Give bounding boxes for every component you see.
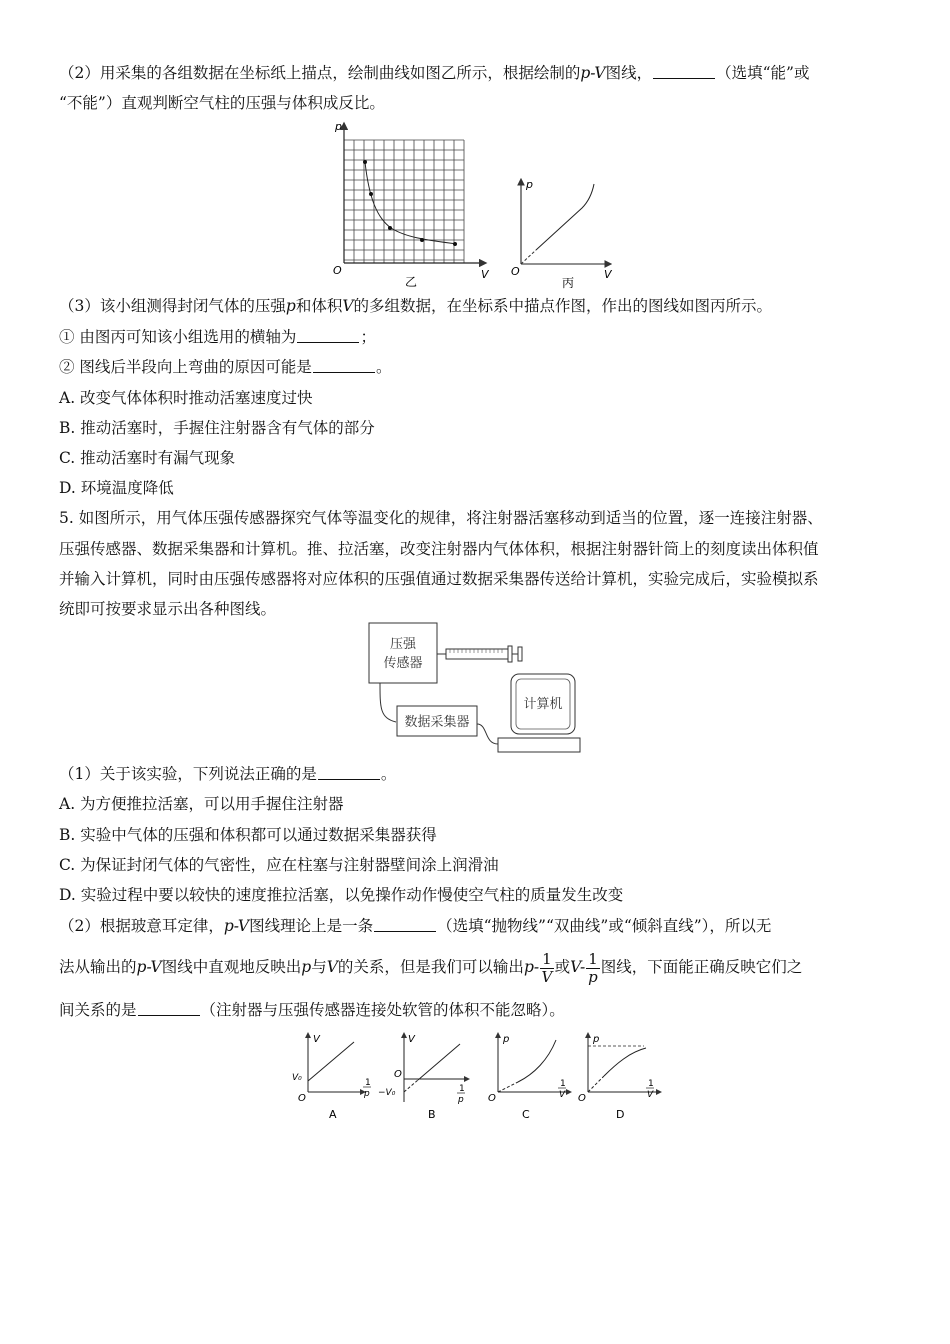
q5-part2-line3: 间关系的是 （注射器与压强传感器连接处软管的体积不能忽略）。 [59, 1001, 565, 1019]
svg-text:O: O [298, 1093, 306, 1104]
svg-text:p: p [503, 1034, 510, 1045]
svg-text:p: p [593, 1034, 600, 1045]
fraction-1-over-v: $\frac{1}{V}$ [541, 949, 553, 986]
svg-text:p: p [364, 1089, 370, 1099]
data-points [363, 160, 457, 246]
axis-v-label: V [604, 268, 612, 281]
q5-part2-line2: 法从输出的p-V图线中直观地反映出p与V的关系，但是我们可以输出p- $\frac{1}{V}$ 或V- $\frac{1}{p}$ 图线，下面能正确反映它们之 [59, 949, 803, 986]
answer-blank[interactable] [297, 328, 359, 343]
q4-sub2: ② 图线后半段向上弯曲的原因可能是 。 [59, 358, 392, 376]
sensor-label-1: 压强 [389, 637, 417, 652]
syringe [437, 646, 522, 662]
svg-text:1: 1 [459, 1084, 465, 1094]
q5-option-a: A. 为方便推拉活塞，可以用手握住注射器 [59, 795, 344, 813]
q5-intro-line4: 统即可按要求显示出各种图线。 [59, 600, 277, 618]
q5-option-c: C. 为保证封闭气体的气密性，应在柱塞与注射器壁间涂上润滑油 [59, 856, 499, 874]
svg-text:V: V [559, 1090, 566, 1100]
answer-blank[interactable] [374, 917, 436, 932]
answer-blank[interactable] [313, 358, 375, 373]
q5-part1: （1）关于该实验，下列说法正确的是 。 [59, 765, 397, 783]
svg-text:O: O [488, 1093, 496, 1104]
q4-part2-line1: （2）用采集的各组数据在坐标纸上描点，绘制曲线如图乙所示，根据绘制的p-V图线， （选填“能”或 [59, 64, 810, 82]
q5-option-d: D. 实验过程中要以较快的速度推拉活塞，以免操作动作慢使空气柱的质量发生改变 [59, 886, 624, 904]
q5-option-b: B. 实验中气体的压强和体积都可以通过数据采集器获得 [59, 826, 437, 844]
svg-text:1: 1 [648, 1079, 654, 1089]
q5-intro-line2: 压强传感器、数据采集器和计算机。推、拉活塞，改变注射器内气体体积，根据注射器针筒上的刻度读出体积值 [59, 540, 819, 558]
cable-collector [477, 724, 498, 744]
cable-sensor [380, 683, 396, 722]
computer-label: 计算机 [523, 697, 563, 712]
graph-line [536, 184, 594, 250]
svg-text:V: V [408, 1034, 415, 1045]
figure-caption: 丙 [562, 276, 575, 290]
figure-bing [506, 176, 616, 292]
q5-intro-line1: 5. 如图所示，用气体压强传感器探究气体等温变化的规律，将注射器活塞移动到适当的位置，逐一连接注射器、 [59, 509, 823, 527]
figure-yi [325, 118, 495, 290]
svg-text:−V₀: −V₀ [378, 1088, 396, 1098]
dashed-extension [521, 250, 536, 264]
svg-text:1: 1 [365, 1078, 371, 1088]
q4-option-c: C. 推动活塞时有漏气现象 [59, 449, 236, 467]
svg-text:O: O [578, 1093, 586, 1104]
q4-sub1: ① 由图丙可知该小组选用的横轴为 ； [59, 328, 376, 346]
axis-p-label: p [526, 178, 533, 191]
fraction-1-over-p: $\frac{1}{p}$ [588, 949, 598, 986]
origin-label: O [511, 265, 520, 278]
option-graphs [286, 1030, 666, 1125]
pressure-sensor-box [369, 623, 437, 683]
answer-blank[interactable] [318, 765, 380, 780]
svg-text:A: A [329, 1108, 337, 1121]
origin-label: O [333, 264, 342, 277]
svg-text:V₀: V₀ [292, 1073, 302, 1083]
svg-text:V: V [313, 1034, 320, 1045]
svg-text:B: B [428, 1108, 436, 1121]
grid [344, 140, 464, 263]
axis-p-label: p [335, 120, 342, 133]
computer-base [498, 738, 580, 752]
graph-a [292, 1034, 371, 1121]
svg-text:1: 1 [560, 1079, 566, 1089]
axis-v-label: V [481, 268, 489, 281]
q5-part2-line1: （2）根据玻意耳定律，p-V图线理论上是一条 （选填“抛物线”“双曲线”或“倾斜直线”），所以无 [59, 917, 772, 935]
svg-text:p: p [458, 1095, 464, 1105]
apparatus-diagram [366, 618, 586, 758]
q4-option-d: D. 环境温度降低 [59, 479, 174, 497]
graph-c [488, 1034, 570, 1121]
svg-text:V: V [647, 1090, 654, 1100]
graph-d [578, 1034, 660, 1121]
q4-part2-line2: “不能”）直观判断空气柱的压强与体积成反比。 [59, 94, 385, 112]
svg-text:D: D [616, 1108, 625, 1121]
graph-b [378, 1034, 468, 1121]
svg-text:C: C [522, 1108, 530, 1121]
collector-label: 数据采集器 [404, 715, 470, 730]
q5-intro-line3: 并输入计算机，同时由压强传感器将对应体积的压强值通过数据采集器传送给计算机，实验完成后，实验模拟系 [59, 570, 819, 588]
q4-part3-line: （3）该小组测得封闭气体的压强p和体积V的多组数据，在坐标系中描点作图，作出的图线如图丙所示。 [59, 297, 773, 315]
figure-caption: 乙 [405, 275, 418, 289]
answer-blank[interactable] [138, 1001, 200, 1016]
pv-curve [365, 162, 457, 244]
svg-text:O: O [394, 1069, 402, 1080]
answer-blank[interactable] [653, 64, 715, 79]
q4-option-b: B. 推动活塞时，手握住注射器含有气体的部分 [59, 419, 375, 437]
q4-option-a: A. 改变气体体积时推动活塞速度过快 [59, 389, 313, 407]
sensor-label-2: 传感器 [383, 656, 423, 671]
